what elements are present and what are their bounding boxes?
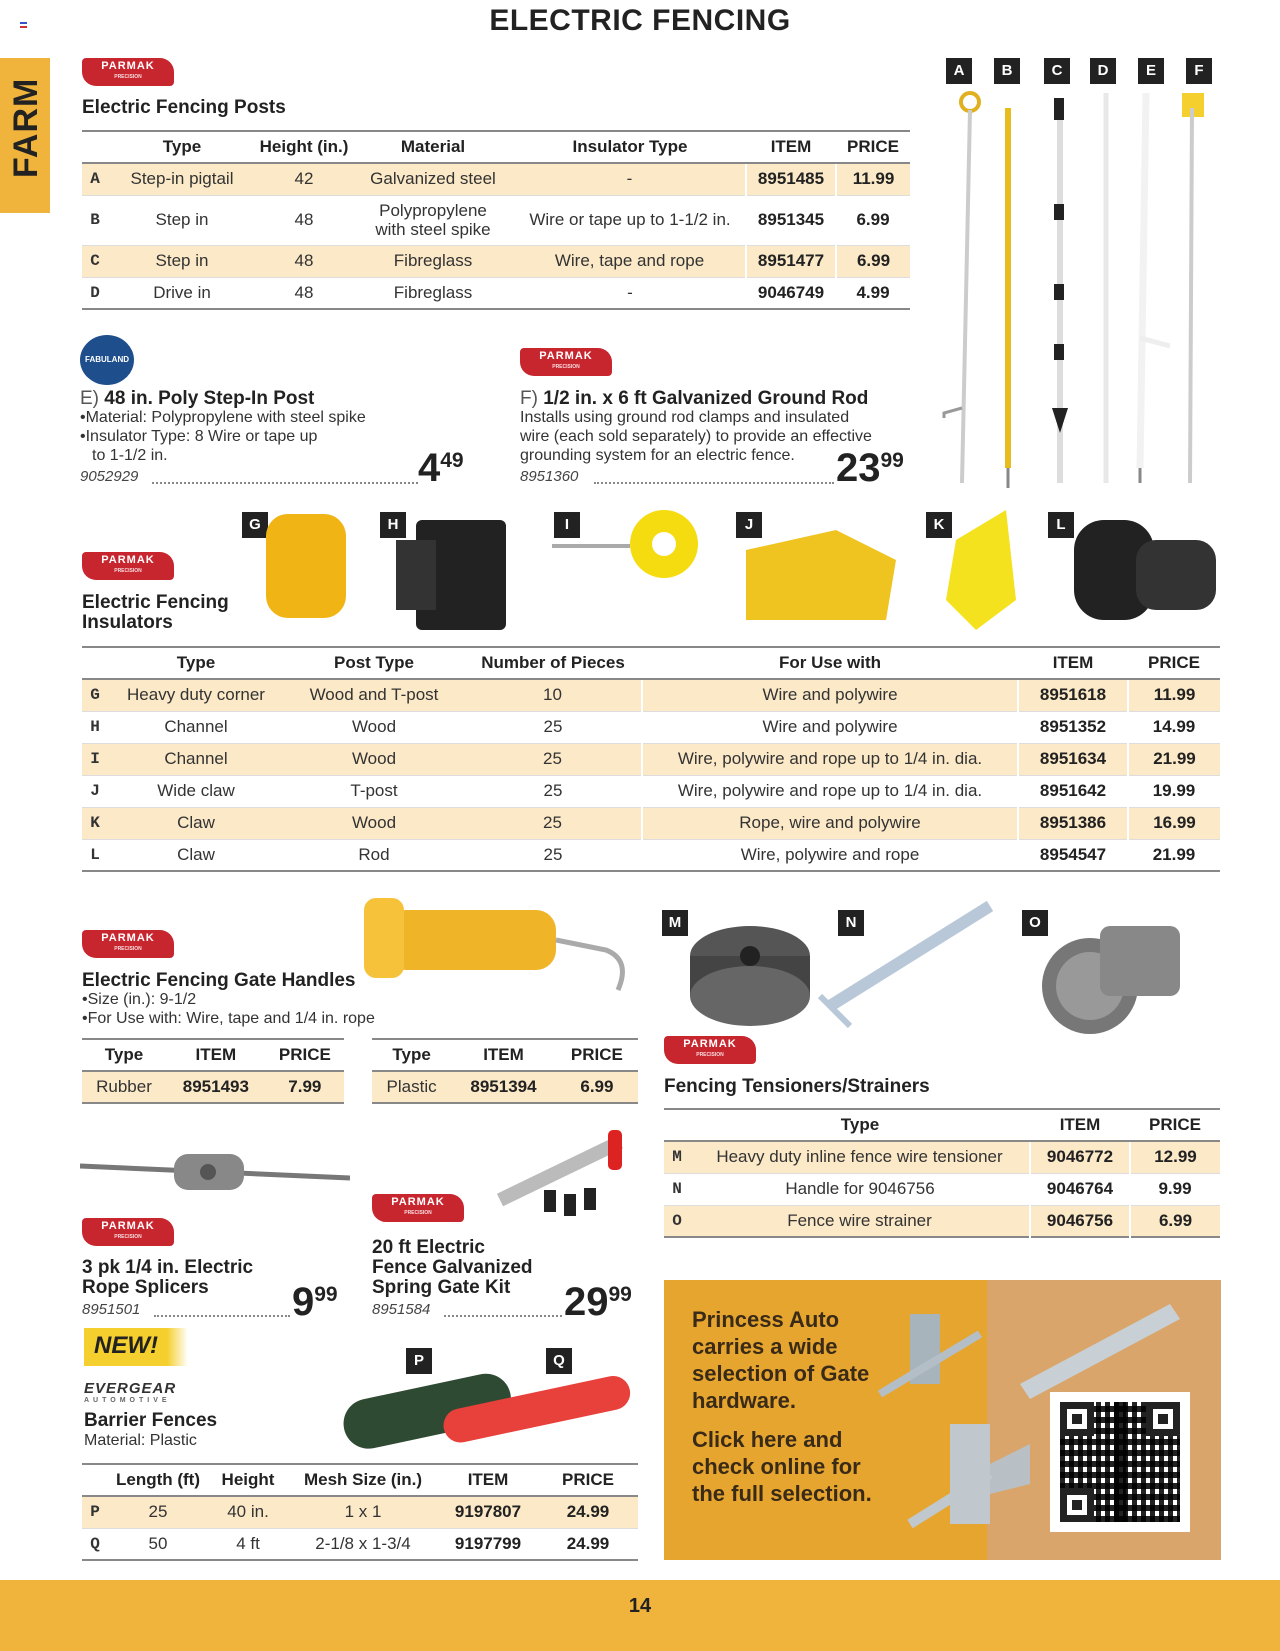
tensioners-table: Type ITEM PRICE M Heavy duty inline fence wire tensioner 9046772 12.99 N Handle for 9046756 9046764 9.99 O Fence wire strainer 9046756 6.99 (664, 1108, 1220, 1238)
posts-section-title: Electric Fencing Posts (82, 97, 286, 118)
fabuland-logo: FABULAND (80, 335, 134, 385)
gate-kit-title-line2: Fence Galvanized (372, 1257, 533, 1278)
splicers-title-line1: 3 pk 1/4 in. Electric (82, 1257, 254, 1278)
promo-line2: Click here and check online for the full selection. (692, 1427, 872, 1506)
table-row: L Claw Rod 25 Wire, polywire and rope 8954547 21.99 (82, 839, 1220, 871)
insulators-title-line2: Insulators (82, 612, 173, 633)
col-header: Insulator Type (514, 131, 746, 163)
new-badge: NEW! (84, 1328, 188, 1366)
table-row: N Handle for 9046756 9046764 9.99 (664, 1173, 1220, 1205)
product-e-bullet: •Insulator Type: 8 Wire or tape up (80, 428, 318, 445)
gate-handles-bullet: •For Use with: Wire, tape and 1/4 in. rope (82, 1010, 375, 1027)
table-row: D Drive in 48 Fibreglass - 9046749 4.99 (82, 277, 910, 309)
claw-insulator-image (946, 510, 1016, 630)
barrier-title: Barrier Fences (84, 1410, 218, 1431)
label-badge: L (1048, 512, 1074, 538)
table-row: M Heavy duty inline fence wire tensioner 9046772 12.99 (664, 1141, 1220, 1173)
qr-code[interactable] (1050, 1392, 1190, 1532)
label-badge: D (1090, 58, 1116, 84)
table-row: H Channel Wood 25 Wire and polywire 8951352 14.99 (82, 711, 1220, 743)
product-f-price: 2399 (836, 446, 904, 490)
channel-insulator-black-image (396, 520, 506, 630)
label-badge: Q (546, 1348, 572, 1374)
gate-handles-title: Electric Fencing Gate Handles (82, 970, 356, 991)
product-e-sku: 9052929 (80, 468, 139, 485)
gate-kit-sku: 8951584 (372, 1301, 431, 1318)
table-row: G Heavy duty corner Wood and T-post 10 Wire and polywire 8951618 11.99 (82, 679, 1220, 711)
label-badge: M (662, 910, 688, 936)
gate-kit-title-line1: 20 ft Electric (372, 1237, 485, 1258)
pigtail-post-image (944, 93, 979, 483)
wide-claw-insulator-image (746, 530, 896, 620)
gate-handle-image (356, 890, 636, 1010)
evergear-logo: EVERGEAR AUTOMOTIVE (84, 1380, 177, 1404)
table-row: Rubber 8951493 7.99 (82, 1071, 344, 1103)
rope-splicer-image (80, 1148, 350, 1198)
product-f-desc: Installs using ground rod clamps and insulated (520, 409, 850, 426)
gate-latch-image (880, 1314, 980, 1394)
product-e-bullet: to 1-1/2 in. (92, 447, 168, 464)
product-f-sku: 8951360 (520, 468, 579, 485)
barrier-fence-image (338, 1350, 638, 1450)
corner-insulator-image (266, 514, 346, 618)
label-badge: O (1022, 910, 1048, 936)
insulators-title-line1: Electric Fencing (82, 592, 229, 613)
col-header: Material (352, 131, 514, 163)
gate-kit-price: 2999 (564, 1280, 632, 1324)
table-row: O Fence wire strainer 9046756 6.99 (664, 1205, 1220, 1237)
insulators-image (256, 510, 1226, 640)
parmak-logo: PARMAK PRECISION (82, 930, 174, 958)
leader-dots (154, 1315, 290, 1317)
barrier-material: Material: Plastic (84, 1432, 197, 1449)
label-badge: H (380, 512, 406, 538)
table-row: B Step in 48 Polypropylene with steel spike Wire or tape up to 1-1/2 in. 8951345 6.99 (82, 195, 910, 245)
splicers-price: 999 (292, 1280, 338, 1324)
col-header: ITEM (746, 131, 836, 163)
table-row: C Step in 48 Fibreglass Wire, tape and rope 8951477 6.99 (82, 245, 910, 277)
t-hinge-image (910, 1424, 1030, 1524)
page-title: ELECTRIC FENCING (489, 4, 791, 37)
gate-kit-title-line3: Spring Gate Kit (372, 1277, 511, 1298)
parmak-logo: PARMAK PRECISION (520, 348, 612, 376)
rod-insulator-image (1074, 520, 1216, 620)
poly-step-in-post-image (1140, 93, 1170, 483)
qr-eye (1060, 1488, 1094, 1522)
product-e-bullet: •Material: Polypropylene with steel spike (80, 409, 366, 426)
table-row: Plastic 8951394 6.99 (372, 1071, 638, 1103)
table-row: J Wide claw T-post 25 Wire, polywire and rope up to 1/4 in. dia. 8951642 19.99 (82, 775, 1220, 807)
qr-eye (1146, 1402, 1180, 1436)
splicers-sku: 8951501 (82, 1301, 141, 1318)
fibreglass-step-post-image (1052, 98, 1068, 483)
label-badge: J (736, 512, 762, 538)
gate-handles-plastic-table: Type ITEM PRICE Plastic 8951394 6.99 (372, 1038, 638, 1104)
parmak-logo: PARMAK PRECISION (82, 1218, 174, 1246)
splicers-title-line2: Rope Splicers (82, 1277, 209, 1298)
page-number: 14 (628, 1595, 652, 1617)
product-f-desc: wire (each sold separately) to provide an effective (520, 428, 872, 445)
tensioner-handle-image (820, 906, 990, 1026)
insulators-table: Type Post Type Number of Pieces For Use with ITEM PRICE G Heavy duty corner Wood and T-post 10 Wire and polywire 8951618 11.99 H Channel Wood 25 Wire and polywire 8951352 14.99 I Channel Wood 25 Wire, polywire and rope up to 1/4 in. dia. 8951634 21.99 J Wide claw T-post 25 Wire, polywire and rope up to 1/4 in. dia. 8951642 19.99 K Claw Wood 25 Rope, wire and polywire 8951386 16.99 L Claw Rod 25 Wire, polywire and rope 8954547 21.99 (82, 646, 1220, 872)
label-badge: C (1044, 58, 1070, 84)
promo-text[interactable] (692, 1306, 892, 1507)
col-header: Type (108, 131, 256, 163)
wire-strainer-image (1042, 926, 1180, 1034)
leader-dots (594, 482, 834, 484)
farm-side-tab[interactable] (0, 58, 50, 213)
strap-hinge-image (1020, 1304, 1180, 1399)
table-row: A Step-in pigtail 42 Galvanized steel - 8951485 11.99 (82, 163, 910, 195)
parmak-logo: PARMAK PRECISION (664, 1036, 756, 1064)
qr-eye (1060, 1402, 1094, 1436)
label-badge: B (994, 58, 1020, 84)
parmak-logo: PARMAK PRECISION (372, 1194, 464, 1222)
parmak-logo: PARMAK PRECISION (82, 58, 174, 86)
leader-dots (152, 482, 418, 484)
label-badge: G (242, 512, 268, 538)
gate-handles-bullet: •Size (in.): 9-1/2 (82, 991, 197, 1008)
inline-tensioner-image (690, 926, 810, 1026)
leader-dots (444, 1315, 562, 1317)
fence-posts-image (940, 88, 1220, 488)
col-header: PRICE (836, 131, 910, 163)
label-badge: F (1186, 58, 1212, 84)
label-badge: E (1138, 58, 1164, 84)
table-row: K Claw Wood 25 Rope, wire and polywire 8951386 16.99 (82, 807, 1220, 839)
ground-rod-image (1182, 93, 1204, 483)
table-row: I Channel Wood 25 Wire, polywire and rope up to 1/4 in. dia. 8951634 21.99 (82, 743, 1220, 775)
product-f-title: F) 1/2 in. x 6 ft Galvanized Ground Rod (520, 388, 869, 409)
channel-insulator-yellow-image (552, 510, 698, 578)
product-e-title: E) 48 in. Poly Step-In Post (80, 388, 315, 409)
label-badge: A (946, 58, 972, 84)
col-header: Height (in.) (256, 131, 352, 163)
spring-gate-kit-image (480, 1130, 640, 1230)
label-badge: N (838, 910, 864, 936)
table-row: P 25 40 in. 1 x 1 9197807 24.99 (82, 1496, 638, 1528)
label-badge: I (554, 512, 580, 538)
label-badge: P (406, 1348, 432, 1374)
farm-tab-label: FARM (7, 77, 45, 178)
posts-table (82, 130, 910, 310)
parmak-logo: PARMAK PRECISION (82, 552, 174, 580)
barrier-table: Length (ft) Height Mesh Size (in.) ITEM PRICE P 25 40 in. 1 x 1 9197807 24.99 Q 50 4 ft 2-1/8 x 1-3/4 9197799 24.99 (82, 1463, 638, 1561)
promo-line1: Princess Auto carries a wide selection of Gate hardware. (692, 1307, 870, 1413)
tensioners-title: Fencing Tensioners/Strainers (664, 1076, 930, 1097)
gate-handles-rubber-table: Type ITEM PRICE Rubber 8951493 7.99 (82, 1038, 344, 1104)
product-f-desc: grounding system for an electric fence. (520, 447, 795, 464)
product-e-price: 449 (418, 446, 464, 490)
label-badge: K (926, 512, 952, 538)
tensioners-image (680, 896, 1200, 1046)
table-row: Q 50 4 ft 2-1/8 x 1-3/4 9197799 24.99 (82, 1528, 638, 1560)
